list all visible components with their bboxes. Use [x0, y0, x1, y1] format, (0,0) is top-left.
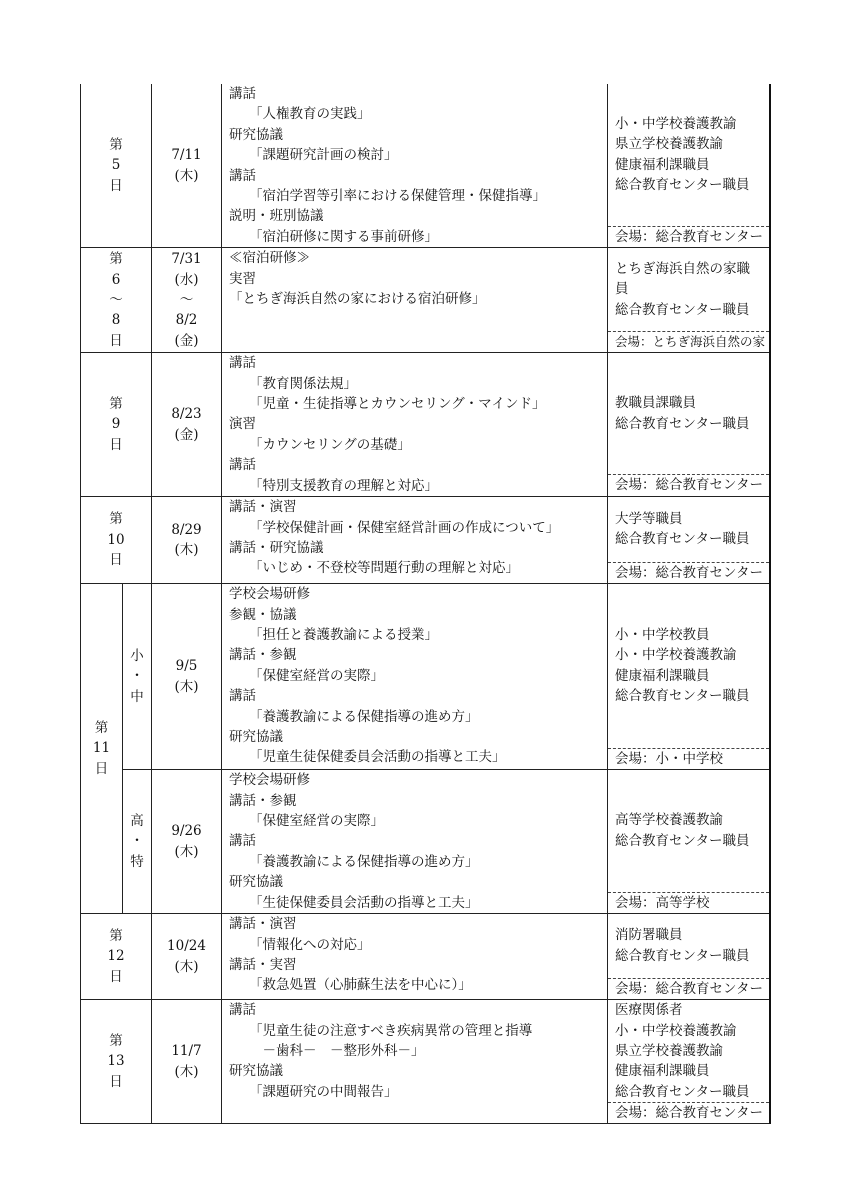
day-label: 11 [92, 740, 111, 757]
date-label: 8/29 [171, 521, 202, 538]
session-title: 「保健室経営の実際」 [249, 812, 384, 829]
session-type: 説明・班別協議 [229, 208, 324, 225]
date-cell [152, 497, 222, 584]
session-title: 「児童・生徒指導とカウンセリング・マインド」 [249, 396, 546, 413]
session-title: 「教育関係法規」 [249, 375, 357, 392]
program-cell [222, 248, 608, 353]
session-type: 講話・実習 [229, 956, 297, 973]
lecturer-list [608, 914, 769, 978]
day-label: 日 [109, 332, 123, 349]
session-title: 「学校保健計画・保健室経営計画の作成について」 [249, 519, 560, 536]
schedule-row [81, 770, 770, 914]
day-label: 第 [109, 396, 123, 413]
lecturer: 高等学校養護教諭 [615, 812, 723, 829]
date-label: 11/7 [171, 1043, 202, 1060]
day-label: 日 [109, 436, 123, 453]
lecturer: 総合教育センター職員 [615, 832, 750, 849]
date-label: 8/2 [175, 312, 198, 329]
lecturer: 小・中学校養護教諭 [615, 1022, 737, 1039]
lecturer: 総合教育センター職員 [615, 415, 750, 432]
session-title: 「情報化への対応」 [249, 936, 371, 953]
session-type: 研究協議 [229, 728, 283, 745]
session-title: 「課題研究計画の検討」 [249, 147, 398, 164]
session-title: 「養護教諭による保健指導の進め方」 [249, 708, 479, 725]
date-label: (木) [174, 678, 199, 695]
schedule-body [81, 84, 770, 1124]
program-cell [222, 497, 608, 584]
day-label: 日 [109, 552, 123, 569]
lecturer: 健康福利課職員 [615, 667, 710, 684]
day-label: 第 [109, 511, 123, 528]
date-label: (金) [174, 426, 199, 443]
lecturer: とちぎ海浜自然の家職 [615, 260, 750, 277]
lecturer: 大学等職員 [615, 510, 683, 527]
lecturer: 健康福利課職員 [615, 1063, 710, 1080]
day-cell [81, 248, 152, 353]
venue-label: 会場：とちぎ海浜自然の家 [608, 331, 769, 352]
day-label: 12 [107, 948, 125, 965]
program-cell [222, 84, 608, 248]
venue-label: 会場：総合教育センター [608, 978, 769, 999]
lecturer: 小・中学校教員 [615, 627, 710, 644]
instructor-cell [608, 1000, 770, 1124]
lecturer-list [608, 84, 769, 226]
venue-label: 会場：総合教育センター [608, 226, 769, 247]
lecturer-list [608, 497, 769, 562]
session-type: 学校会場研修 [229, 586, 310, 603]
school-type-label: ・ [130, 668, 144, 685]
session-title: 「特別支援教育の理解と対応」 [249, 477, 438, 494]
session-type: 実習 [229, 270, 256, 287]
day-label: 第 [94, 719, 109, 736]
session-type: 講話・演習 [229, 499, 297, 516]
lecturer: 員 [615, 281, 629, 298]
instructor-cell [608, 353, 770, 497]
day-label: 9 [111, 416, 121, 433]
day-label: 13 [107, 1053, 125, 1070]
schedule-row [81, 584, 770, 770]
lecturer: 教職員課職員 [615, 395, 696, 412]
date-label: ～ [179, 292, 194, 309]
schedule-row [81, 497, 770, 584]
session-title: 「生徒保健委員会活動の指導と工夫」 [249, 894, 479, 911]
lecturer: 健康福利課職員 [615, 156, 710, 173]
lecturer-list [608, 584, 769, 748]
date-label: 10/24 [167, 938, 206, 955]
session-type: 研究協議 [229, 1063, 283, 1080]
session-type: 学校会場研修 [229, 772, 310, 789]
date-cell [152, 584, 222, 770]
day-label: 第 [109, 927, 123, 944]
session-title: 「養護教諭による保健指導の進め方」 [249, 853, 479, 870]
lecturer: 県立学校養護教諭 [615, 136, 723, 153]
session-type: 講話 [229, 1002, 256, 1019]
date-cell [152, 770, 222, 914]
instructor-cell [608, 497, 770, 584]
session-type: 「とちぎ海浜自然の家における宿泊研修」 [229, 291, 486, 308]
lecturer: 総合教育センター職員 [615, 177, 750, 194]
venue-label: 会場：総合教育センター [608, 474, 769, 495]
program-cell [222, 770, 608, 914]
instructor-cell [608, 248, 770, 353]
session-type: 講話・演習 [229, 916, 297, 933]
date-label: 7/11 [171, 147, 202, 164]
date-label: (金) [174, 332, 199, 349]
date-cell [152, 248, 222, 353]
date-label: 8/23 [171, 406, 202, 423]
day-label: 5 [111, 157, 121, 174]
session-type: 講話・参観 [229, 647, 297, 664]
date-cell [152, 84, 222, 248]
date-cell [152, 914, 222, 1000]
lecturer-list [608, 770, 769, 892]
lecturer: 総合教育センター職員 [615, 301, 750, 318]
date-label: 9/5 [175, 658, 198, 675]
date-label: 9/26 [171, 823, 202, 840]
day-label: 日 [109, 1073, 123, 1090]
day-label: 日 [109, 177, 123, 194]
lecturer: 総合教育センター職員 [615, 947, 750, 964]
day-cell [81, 914, 152, 1000]
lecturer: 医療関係者 [615, 1002, 683, 1019]
school-type-label: ・ [130, 833, 144, 850]
session-title: 「児童生徒の注意すべき疾病異常の管理と指導 [249, 1022, 533, 1039]
session-type: 講話・研究協議 [229, 539, 324, 556]
venue-label: 会場：高等学校 [608, 892, 769, 913]
program-cell [222, 914, 608, 1000]
session-type: ≪宿泊研修≫ [229, 250, 310, 267]
lecturer: 県立学校養護教諭 [615, 1042, 723, 1059]
date-label: (木) [174, 958, 199, 975]
day-cell [81, 584, 123, 914]
session-type: 講話 [229, 688, 256, 705]
session-title: 「担任と養護教諭による授業」 [249, 626, 438, 643]
session-title: 「課題研究の中間報告」 [249, 1083, 398, 1100]
school-type-label: 高 [130, 812, 144, 829]
day-label: 6 [111, 271, 121, 288]
lecturer: 小・中学校養護教諭 [615, 115, 737, 132]
session-type: 講話・参観 [229, 792, 297, 809]
program-cell [222, 1000, 608, 1124]
lecturer: 総合教育センター職員 [615, 1083, 750, 1100]
schedule-row [81, 1000, 770, 1124]
session-type: 講話 [229, 833, 256, 850]
day-label: ～ [109, 292, 123, 309]
program-cell [222, 353, 608, 497]
schedule-row [81, 84, 770, 248]
lecturer: 小・中学校養護教諭 [615, 647, 737, 664]
day-label: 8 [111, 312, 121, 329]
session-title: 「児童生徒保健委員会活動の指導と工夫」 [249, 749, 506, 766]
program-cell [222, 584, 608, 770]
lecturer-list [608, 248, 769, 331]
school-type-label: 小 [130, 647, 144, 664]
school-type-label: 中 [130, 688, 144, 705]
session-title: 「カウンセリングの基礎」 [249, 436, 411, 453]
session-type: 研究協議 [229, 126, 283, 143]
school-type-cell [123, 584, 152, 770]
day-label: 第 [109, 251, 123, 268]
school-type-cell [123, 770, 152, 914]
day-label: 第 [109, 137, 123, 154]
date-label: (木) [174, 843, 199, 860]
schedule-row [81, 353, 770, 497]
date-label: 7/31 [171, 251, 202, 268]
session-title: 「宿泊研修に関する事前研修」 [249, 228, 438, 245]
session-title: 「いじめ・不登校等問題行動の理解と対応」 [249, 560, 519, 577]
date-label: (水) [174, 271, 199, 288]
session-title: 「宿泊学習等引率における保健管理・保健指導」 [249, 188, 546, 205]
lecturer-list [608, 353, 769, 474]
session-type: 講話 [229, 457, 256, 474]
lecturer-list [608, 1000, 769, 1102]
venue-label: 会場：総合教育センター [608, 562, 769, 583]
session-type: 参観・協議 [229, 606, 297, 623]
date-label: (木) [174, 167, 199, 184]
day-label: 第 [109, 1032, 123, 1049]
session-title: －歯科－ －整形外科－」 [249, 1042, 425, 1059]
day-cell [81, 497, 152, 584]
day-label: 日 [109, 968, 123, 985]
session-type: 講話 [229, 167, 256, 184]
day-label: 10 [107, 531, 125, 548]
session-type: 演習 [229, 416, 256, 433]
day-cell [81, 353, 152, 497]
instructor-cell [608, 770, 770, 914]
session-type: 研究協議 [229, 874, 283, 891]
venue-label: 会場：小・中学校 [608, 748, 769, 769]
lecturer: 総合教育センター職員 [615, 688, 750, 705]
session-title: 「人権教育の実践」 [249, 106, 371, 123]
instructor-cell [608, 584, 770, 770]
schedule-row [81, 914, 770, 1000]
lecturer: 総合教育センター職員 [615, 531, 750, 548]
session-type: 講話 [229, 86, 256, 102]
school-type-label: 特 [130, 853, 144, 870]
day-label: 日 [94, 760, 109, 777]
instructor-cell [608, 84, 770, 248]
session-title: 「保健室経営の実際」 [249, 667, 384, 684]
schedule-row [81, 248, 770, 353]
venue-label: 会場：総合教育センター [608, 1102, 769, 1123]
schedule-table [80, 84, 771, 1124]
session-type: 講話 [229, 355, 256, 372]
date-cell [152, 1000, 222, 1124]
date-label: (木) [174, 1063, 199, 1080]
instructor-cell [608, 914, 770, 1000]
session-title: 「救急処置（心肺蘇生法を中心に）」 [249, 977, 472, 994]
lecturer: 消防署職員 [615, 927, 683, 944]
date-cell [152, 353, 222, 497]
day-cell [81, 84, 152, 248]
date-label: (木) [174, 542, 199, 559]
day-cell [81, 1000, 152, 1124]
